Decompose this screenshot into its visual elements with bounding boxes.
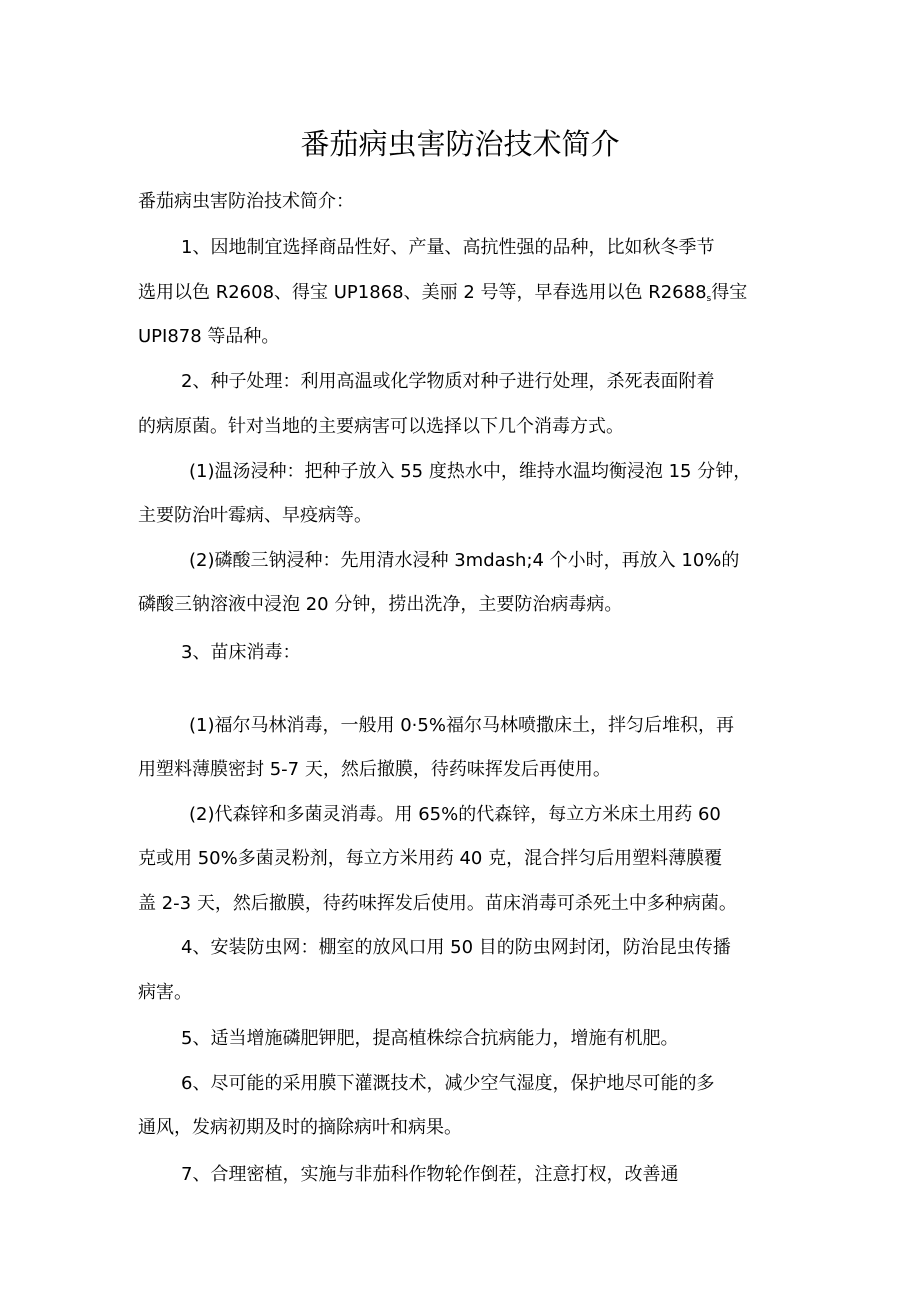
paragraph-4-line-1: 4、安装防虫网：棚室的放风口用 50 目的防虫网封闭，防治昆虫传播	[181, 937, 731, 958]
paragraph-6-line-2: 通风，发病初期及时的摘除病叶和病果。	[138, 1117, 462, 1138]
document-title: 番茄病虫害防治技术简介	[300, 127, 620, 161]
paragraph-2-line-1: 2、种子处理：利用高温或化学物质对种子进行处理，杀死表面附着	[181, 371, 715, 392]
paragraph-2-2-line-2: 磷酸三钠溶液中浸泡 20 分钟，捞出洗净，主要防治病毒病。	[138, 594, 623, 615]
paragraph-3-1-line-2: 用塑料薄膜密封 5-7 天，然后撤膜，待药味挥发后再使用。	[138, 759, 611, 780]
paragraph-4-line-2: 病害。	[138, 982, 192, 1003]
paragraph-1-line-2-text: 选用以色 R2608、得宝 UP1868、美丽 2 号等，早春选用以色 R2688	[138, 282, 707, 303]
paragraph-2-line-2: 的病原菌。针对当地的主要病害可以选择以下几个消毒方式。	[138, 416, 624, 437]
paragraph-3-2-line-3: 盖 2-3 天，然后撤膜，待药味挥发后使用。苗床消毒可杀死土中多种病菌。	[138, 893, 737, 914]
paragraph-3-2-line-1: (2)代森锌和多菌灵消毒。用 65%的代森锌，每立方米床土用药 60	[189, 804, 721, 825]
paragraph-1-line-2	[138, 280, 747, 312]
paragraph-5-line-1: 5、适当增施磷肥钾肥，提高植株综合抗病能力，增施有机肥。	[181, 1028, 679, 1049]
paragraph-2-1-line-2: 主要防治叶霉病、早疫病等。	[138, 505, 372, 526]
subscript-s: s	[706, 294, 712, 304]
paragraph-1-line-1: 1、因地制宜选择商品性好、产量、高抗性强的品种，比如秋冬季节	[181, 237, 715, 258]
paragraph-6-line-1: 6、尽可能的采用膜下灌溉技术，减少空气湿度，保护地尽可能的多	[181, 1073, 715, 1094]
paragraph-3-line-1: 3、苗床消毒：	[181, 642, 301, 663]
paragraph-1-line-3: UPI878 等品种。	[138, 326, 280, 347]
paragraph-2-1-line-1: (1)温汤浸种：把种子放入 55 度热水中，维持水温均衡浸泡 15 分钟，	[189, 461, 752, 482]
paragraph-7-line-1: 7、合理密植，实施与非茄科作物轮作倒茬，注意打杈，改善通	[181, 1164, 679, 1185]
paragraph-3-1-line-1: (1)福尔马林消毒，一般用 0·5%福尔马林喷撒床土，拌匀后堆积，再	[189, 715, 734, 736]
intro-line: 番茄病虫害防治技术简介：	[138, 191, 354, 212]
paragraph-1-line-2-end: 得宝	[711, 282, 748, 303]
paragraph-2-2-line-1: (2)磷酸三钠浸种：先用清水浸种 3mdash;4 个小时，再放入 10%的	[189, 550, 740, 571]
paragraph-3-2-line-2: 克或用 50%多菌灵粉剂，每立方米用药 40 克，混合拌匀后用塑料薄膜覆	[138, 848, 723, 869]
